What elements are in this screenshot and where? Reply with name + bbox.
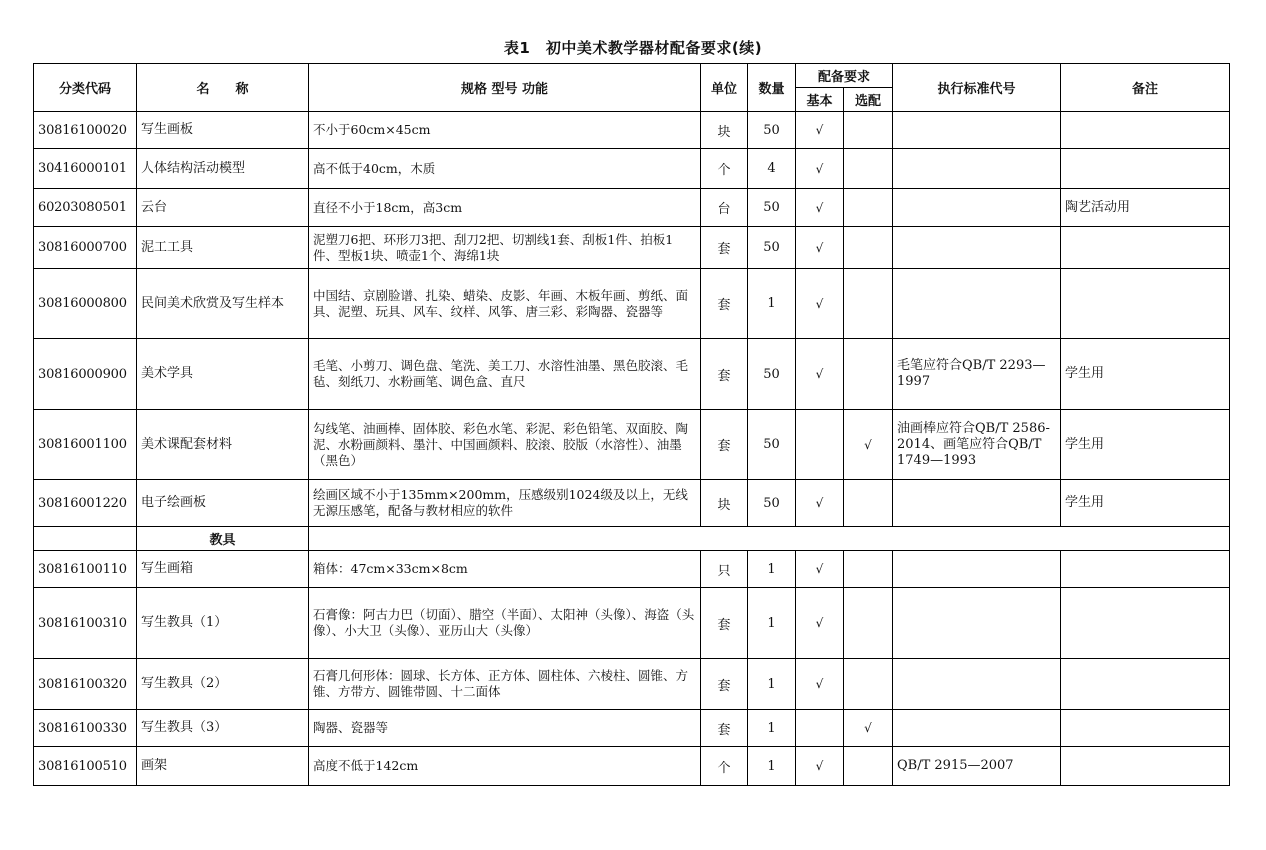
cell-basic-check: √	[796, 189, 844, 227]
cell-unit: 只	[701, 551, 748, 588]
section-label: 教具	[137, 527, 309, 551]
cell-unit: 套	[701, 710, 748, 747]
cell-unit: 个	[701, 747, 748, 786]
cell-spec: 不小于60cm×45cm	[309, 112, 701, 149]
cell-spec: 陶器、瓷器等	[309, 710, 701, 747]
cell-basic-check: √	[796, 747, 844, 786]
cell-name: 写生教具（1）	[137, 588, 309, 659]
cell-code: 30816100110	[34, 551, 137, 588]
cell-optional-check	[844, 339, 893, 410]
cell-optional-check	[844, 480, 893, 527]
cell-name: 写生画板	[137, 112, 309, 149]
cell-name: 泥工工具	[137, 227, 309, 269]
cell-unit: 块	[701, 112, 748, 149]
cell-name: 云台	[137, 189, 309, 227]
equipment-table	[33, 63, 1230, 786]
cell-note	[1061, 710, 1230, 747]
cell-code: 30816001220	[34, 480, 137, 527]
cell-name: 人体结构活动模型	[137, 149, 309, 189]
cell-qty: 50	[748, 227, 796, 269]
cell-optional-check	[844, 588, 893, 659]
cell-note	[1061, 551, 1230, 588]
cell-optional-check	[844, 747, 893, 786]
cell-qty: 50	[748, 480, 796, 527]
cell-standard	[893, 149, 1061, 189]
cell-spec: 勾线笔、油画棒、固体胶、彩色水笔、彩泥、彩色铅笔、双面胶、陶泥、水粉画颜料、墨汁、中国画颜料、胶滚、胶版（水溶性）、油墨（黑色）	[309, 410, 701, 480]
cell-spec: 高度不低于142cm	[309, 747, 701, 786]
cell-standard: QB/T 2915—2007	[893, 747, 1061, 786]
cell-basic-check: √	[796, 339, 844, 410]
table-row	[34, 480, 1230, 527]
cell-qty: 1	[748, 659, 796, 710]
table-row	[34, 149, 1230, 189]
table-row	[34, 339, 1230, 410]
header-qty: 数量	[748, 64, 796, 112]
cell-standard	[893, 588, 1061, 659]
cell-standard	[893, 112, 1061, 149]
section-spacer	[309, 527, 1230, 551]
table-row	[34, 227, 1230, 269]
table-row	[34, 269, 1230, 339]
cell-code: 30816100330	[34, 710, 137, 747]
table-title: 表1 初中美术教学器材配备要求(续)	[503, 39, 763, 57]
cell-basic-check	[796, 710, 844, 747]
cell-basic-check: √	[796, 480, 844, 527]
cell-unit: 套	[701, 588, 748, 659]
cell-note	[1061, 149, 1230, 189]
cell-qty: 1	[748, 710, 796, 747]
table-row	[34, 747, 1230, 786]
cell-standard: 油画棒应符合QB/T 2586-2014、画笔应符合QB/T 1749—1993	[893, 410, 1061, 480]
cell-basic-check: √	[796, 112, 844, 149]
cell-unit: 台	[701, 189, 748, 227]
cell-unit: 块	[701, 480, 748, 527]
cell-basic-check: √	[796, 227, 844, 269]
header-note: 备注	[1061, 64, 1230, 112]
table-row	[34, 659, 1230, 710]
cell-spec: 中国结、京剧脸谱、扎染、蜡染、皮影、年画、木板年画、剪纸、面具、泥塑、玩具、风车、纹样、风筝、唐三彩、彩陶器、瓷器等	[309, 269, 701, 339]
cell-unit: 套	[701, 410, 748, 480]
table-row	[34, 189, 1230, 227]
cell-name: 写生教具（3）	[137, 710, 309, 747]
cell-note	[1061, 659, 1230, 710]
cell-qty: 1	[748, 588, 796, 659]
cell-unit: 个	[701, 149, 748, 189]
header-requirement: 配备要求	[796, 64, 893, 88]
cell-code: 60203080501	[34, 189, 137, 227]
cell-qty: 1	[748, 747, 796, 786]
cell-note	[1061, 588, 1230, 659]
cell-name: 电子绘画板	[137, 480, 309, 527]
cell-standard	[893, 659, 1061, 710]
cell-optional-check	[844, 551, 893, 588]
cell-unit: 套	[701, 227, 748, 269]
cell-qty: 1	[748, 551, 796, 588]
cell-standard	[893, 710, 1061, 747]
cell-optional-check	[844, 112, 893, 149]
cell-standard	[893, 189, 1061, 227]
cell-standard	[893, 269, 1061, 339]
table-row	[34, 112, 1230, 149]
section-row	[34, 527, 1230, 551]
cell-code: 30416000101	[34, 149, 137, 189]
cell-code: 30816000900	[34, 339, 137, 410]
cell-qty: 50	[748, 410, 796, 480]
header-standard: 执行标准代号	[893, 64, 1061, 112]
cell-name: 写生画箱	[137, 551, 309, 588]
cell-unit: 套	[701, 339, 748, 410]
header-code: 分类代码	[34, 64, 137, 112]
cell-spec: 高不低于40cm，木质	[309, 149, 701, 189]
section-code-cell	[34, 527, 137, 551]
cell-name: 画架	[137, 747, 309, 786]
cell-spec: 泥塑刀6把、环形刀3把、刮刀2把、切割线1套、刮板1件、拍板1件、型板1块、喷壶1个、海绵1块	[309, 227, 701, 269]
cell-code: 30816000700	[34, 227, 137, 269]
cell-qty: 50	[748, 112, 796, 149]
cell-basic-check: √	[796, 551, 844, 588]
header-name: 名 称	[137, 64, 309, 112]
cell-note: 学生用	[1061, 339, 1230, 410]
cell-basic-check	[796, 410, 844, 480]
cell-qty: 4	[748, 149, 796, 189]
cell-name: 写生教具（2）	[137, 659, 309, 710]
cell-basic-check: √	[796, 659, 844, 710]
cell-standard: 毛笔应符合QB/T 2293—1997	[893, 339, 1061, 410]
cell-optional-check	[844, 659, 893, 710]
header-optional: 选配	[844, 88, 893, 112]
cell-note	[1061, 112, 1230, 149]
cell-optional-check	[844, 149, 893, 189]
cell-note	[1061, 747, 1230, 786]
cell-standard	[893, 480, 1061, 527]
cell-note: 学生用	[1061, 410, 1230, 480]
cell-optional-check	[844, 269, 893, 339]
table-row	[34, 551, 1230, 588]
cell-spec: 石膏像：阿古力巴（切面）、腊空（半面）、太阳神（头像）、海盗（头像）、小大卫（头像）、亚历山大（头像）	[309, 588, 701, 659]
cell-optional-check: √	[844, 410, 893, 480]
cell-basic-check: √	[796, 149, 844, 189]
header-basic: 基本	[796, 88, 844, 112]
header-spec: 规格 型号 功能	[309, 64, 701, 112]
cell-note	[1061, 269, 1230, 339]
cell-name: 美术学具	[137, 339, 309, 410]
cell-qty: 1	[748, 269, 796, 339]
cell-code: 30816001100	[34, 410, 137, 480]
cell-note	[1061, 227, 1230, 269]
cell-optional-check	[844, 189, 893, 227]
cell-spec: 直径不小于18cm，高3cm	[309, 189, 701, 227]
cell-qty: 50	[748, 189, 796, 227]
table-row	[34, 588, 1230, 659]
header-unit: 单位	[701, 64, 748, 112]
cell-code: 30816100320	[34, 659, 137, 710]
cell-code: 30816100310	[34, 588, 137, 659]
cell-standard	[893, 227, 1061, 269]
cell-spec: 石膏几何形体：圆球、长方体、正方体、圆柱体、六棱柱、圆锥、方锥、方带方、圆锥带圆、十二面体	[309, 659, 701, 710]
cell-spec: 毛笔、小剪刀、调色盘、笔洗、美工刀、水溶性油墨、黑色胶滚、毛毡、刻纸刀、水粉画笔、调色盒、直尺	[309, 339, 701, 410]
cell-note: 陶艺活动用	[1061, 189, 1230, 227]
cell-code: 30816100020	[34, 112, 137, 149]
cell-standard	[893, 551, 1061, 588]
cell-note: 学生用	[1061, 480, 1230, 527]
cell-basic-check: √	[796, 588, 844, 659]
table-row	[34, 410, 1230, 480]
cell-unit: 套	[701, 659, 748, 710]
cell-optional-check: √	[844, 710, 893, 747]
cell-code: 30816000800	[34, 269, 137, 339]
cell-unit: 套	[701, 269, 748, 339]
cell-name: 美术课配套材料	[137, 410, 309, 480]
cell-spec: 绘画区域不小于135mm×200mm，压感级别1024级及以上，无线无源压感笔，配备与教材相应的软件	[309, 480, 701, 527]
cell-code: 30816100510	[34, 747, 137, 786]
cell-optional-check	[844, 227, 893, 269]
cell-spec: 箱体：47cm×33cm×8cm	[309, 551, 701, 588]
cell-name: 民间美术欣赏及写生样本	[137, 269, 309, 339]
cell-qty: 50	[748, 339, 796, 410]
cell-basic-check: √	[796, 269, 844, 339]
table-row	[34, 710, 1230, 747]
